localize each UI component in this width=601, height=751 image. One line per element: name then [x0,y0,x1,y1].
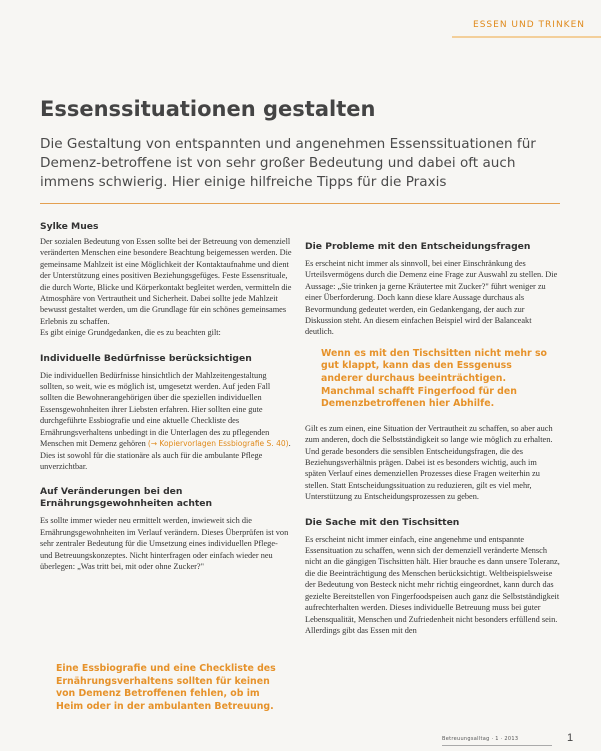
heading-individual-needs: Individuelle Bedürfnisse berücksichtigen [40,352,252,364]
eating-habits-paragraph: Es sollte immer wieder neu ermittelt werden, inwieweit sich die Ernährungsgewohnheiten im Verlauf verändern. Dieses Überprüfen ist von sehr zentraler Bedeutung für die Umsetzung eines individuellen Pflege- und Betreuungskonzeptes. Nicht hinterfragen oder einfach wieder neu überlegen: „Was tritt bei, mit oder ohne Zucker?" [40,516,289,571]
section-label: ESSEN UND TRINKEN [473,20,585,30]
right-column [305,241,560,636]
author-name: Sylke Mues [40,221,99,232]
pull-quote-right: Wenn es mit den Tischsitten nicht mehr so gut klappt, kann das den Essgenuss anderer durchaus beeinträchtigen. Manchmal schafft Fingerfood für den Demenzbetroffenen hier Abhilfe. [321,347,547,410]
heading-eating-habits-2: Ernährungsgewohnheiten achten [40,498,213,510]
decision-questions-paragraph-2: Gilt es zum einen, eine Situation der Vertrautheit zu schaffen, so aber auch zum anderen, doch die Selbstständigkeit so lange wie möglich zu erhalten. Und gerade besonders die sensiblen Entscheidungsfragen, die des Beziehungsverhältnis prägen. Dabei ist es besonders wichtig, auch im späten Verlauf eines demenziellen Prozesses diese Fragen weiterhin zu stellen. Statt Entscheidungssituation zu reduzieren, gilt es viel mehr, Unterstützung zu Entscheidungsprozessen zu geben. [305,423,553,502]
intro-paragraph-2: Es gibt einige Grundgedanken, die es zu beachten gilt: [40,328,221,338]
table-manners-paragraph: Es erscheint nicht immer einfach, eine angenehme und entspannte Essensituation zu schaffen, wenn sich der demenziell veränderte Mensch nicht an die gängigen Tischsitten hält. Hier brauche es dann unsere Toleranz, die die Beeinträchtigung des Menschen berücksichtigt. Weltbeispielsweise der Bedeutung von Besteck nicht mehr richtig eingeordnet, kann durch das gezielte Bereitstellen von Fingerfoodspeisen auch ganz die Selbstständigkeit aufrechterhalten werden. Dieses individuelle Betreuung muss bei guter Lebensqualität, Menschen und Zufriedenheit nicht besonders erfüllend sein. Allerdings gibt das Essen mit den [305,534,560,635]
heading-eating-habits-1: Auf Veränderungen bei den [40,486,183,498]
footer-text: Betreuungsalltag · 1 · 2013 [442,736,519,742]
left-column [40,221,292,572]
pull-quote-left: Eine Essbiografie und eine Checkliste des Ernährungsverhaltens sollten für keinen von Demenz Betroffenen fehlen, ob im Heim oder in der ambulanten Betreuung. [56,663,276,712]
intro-paragraph: Der sozialen Bedeutung von Essen sollte bei der Betreuung von demenziell veränderten Menschen eine besondere Beachtung beigemessen werden. Die gemeinsame Mahlzeit ist eine Möglichkeit der Kontaktaufnahme und dient der Unterstützung eines positiven Beziehungsgefüges. Feste Essensrituale, die durch Worte, Blicke und Körperkontakt begleitet werden, vermitteln die Atmosphäre von Vertrautheit und Sicherheit. Dabei sollte jede Mahlzeit bewusst gestaltet werden, um die Grundlage für ein schönes gemeinsames Erlebnis zu schaffen. [40,237,292,326]
lead-divider [40,203,560,204]
heading-decision-questions: Die Probleme mit den Entscheidungsfragen [305,241,531,252]
page-number: 1 [567,732,574,744]
template-reference-link[interactable]: (→ Kopiervorlagen Essbiografie S. 40) [147,439,289,449]
decision-questions-paragraph: Es erscheint nicht immer als sinnvoll, bei einer Einschränkung des Urteilsvermögens durch die Demenz eine Frage zur Auswahl zu stellen. Die Aussage: „Sie trinken ja gerne Kräutertee mit Zucker?" führt weniger zu einer Überforderung. Doch kann diese klare Aussage durchaus als Bevormundung gedeutet werden, ein Gedankengang, der auch zur Diskussion steht. An diesem einfachen Beispiel wird der Balanceakt deutlich. [305,259,558,337]
footer-rule [442,745,552,746]
page-title: Essenssituationen gestalten [40,97,376,121]
lead-paragraph: Die Gestaltung von entspannten und angenehmen Essenssituationen für Demenz-betroffene ist von sehr großer Bedeutung und dabei oft auch immens schwierig. Hier einige hilfreiche Tipps für die Praxis [40,136,536,190]
heading-table-manners: Die Sache mit den Tischsitten [305,516,460,528]
header-rule [452,36,601,38]
individual-needs-paragraph: Die individuellen Bedürfnisse hinsichtlich der Mahlzeitengestaltung sollten, so weit, wie es möglich ist, umgesetzt werden. Auf jeden Fall sollten die Bewohnerangehörigen über die speziellen individuellen Essensgewohnheiten ihrer Liebsten erfahren. Hier sollten eine gute durchgeführte Essbiografie und eine aktuelle Checkliste des Ernährungsverhaltens unbedingt in die Unterlagen des zu pflegenden Menschen mit Demenz gehören (→ Kopiervorlagen Essbiografie S. 40). Dies ist sowohl für die stationäre als auch für die ambulante Pflege unverzichtbar. [40,370,291,471]
